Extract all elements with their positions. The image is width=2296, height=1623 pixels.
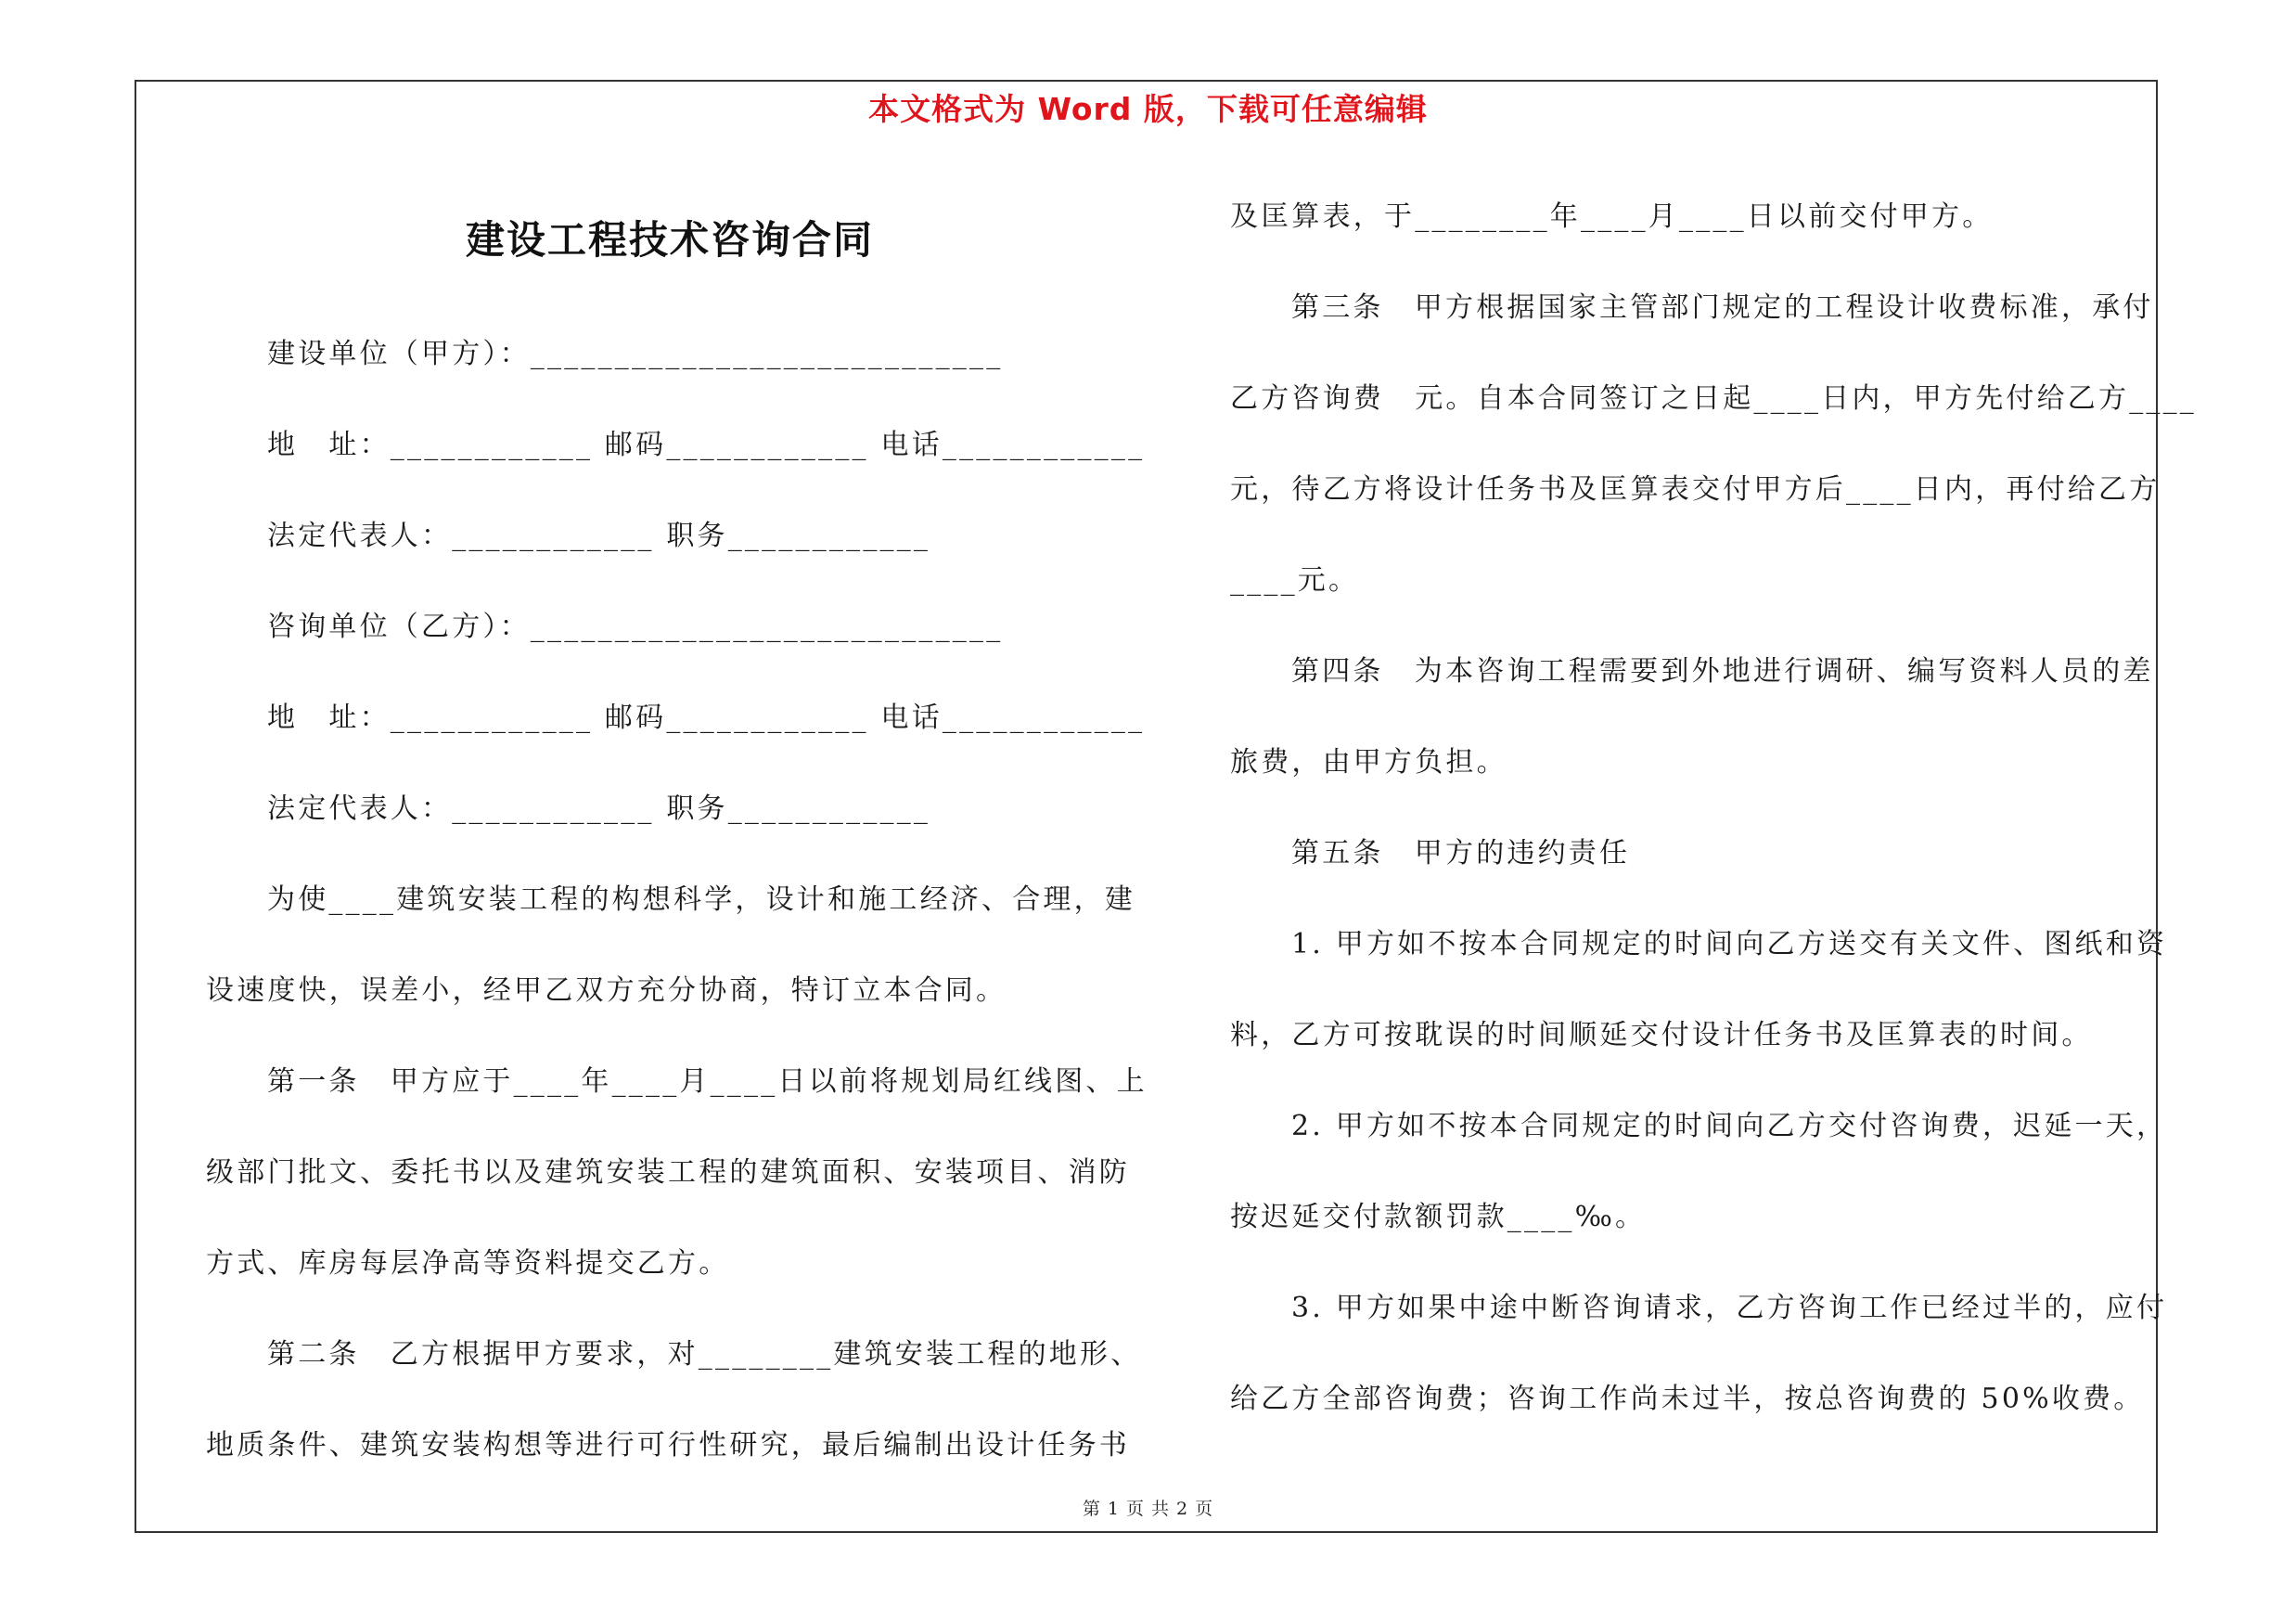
article-3-line-2: 乙方咨询费 元。自本合同签订之日起____日内，甲方先付给乙方____ <box>1230 382 2197 415</box>
contract-title: 建设工程技术咨询合同 <box>465 217 874 263</box>
article-2-line-2: 地质条件、建筑安装构想等进行可行性研究，最后编制出设计任务书 <box>206 1429 1130 1462</box>
article-4-line-1: 第四条 为本咨询工程需要到外地进行调研、编写资料人员的差 <box>1291 655 2154 688</box>
party-a-address-line: 地 址：____________ 邮码____________ 电话____________ <box>267 429 1146 461</box>
article-5-item-3-line-1: 3. 甲方如果中途中断咨询请求，乙方咨询工作已经过半的，应付 <box>1291 1292 2168 1324</box>
party-a-unit-line: 建设单位（甲方）：____________________________ <box>267 338 1004 370</box>
party-a-representative-line: 法定代表人：____________ 职务____________ <box>267 520 931 552</box>
page-number-footer: 第 1 页 共 2 页 <box>1082 1499 1214 1519</box>
article-1-line-2: 级部门批文、委托书以及建筑安装工程的建筑面积、安装项目、消防 <box>206 1156 1130 1189</box>
party-b-address-line: 地 址：____________ 邮码____________ 电话____________ <box>267 702 1146 734</box>
format-notice-banner: 本文格式为 Word 版，下载可任意编辑 <box>868 91 1428 127</box>
article-3-line-1: 第三条 甲方根据国家主管部门规定的工程设计收费标准，承付 <box>1291 291 2154 324</box>
article-1-line-1: 第一条 甲方应于____年____月____日以前将规划局红线图、上 <box>267 1065 1148 1098</box>
article-5-item-1-line-2: 料，乙方可按耽误的时间顺延交付设计任务书及匡算表的时间。 <box>1230 1019 2093 1051</box>
article-3-line-3: 元，待乙方将设计任务书及匡算表交付甲方后____日内，再付给乙方 <box>1230 473 2161 506</box>
party-b-unit-line: 咨询单位（乙方）：____________________________ <box>267 611 1004 643</box>
preamble-line-2: 设速度快，误差小，经甲乙双方充分协商，特订立本合同。 <box>206 974 1007 1007</box>
article-5-item-3-line-2: 给乙方全部咨询费；咨询工作尚未过半，按总咨询费的 50%收费。 <box>1230 1383 2145 1415</box>
article-5-heading: 第五条 甲方的违约责任 <box>1291 837 1631 869</box>
article-5-item-1-line-1: 1. 甲方如不按本合同规定的时间向乙方送交有关文件、图纸和资 <box>1291 928 2168 960</box>
article-5-item-2-line-1: 2. 甲方如不按本合同规定的时间向乙方交付咨询费，迟延一天， <box>1291 1110 2168 1142</box>
article-1-line-3: 方式、库房每层净高等资料提交乙方。 <box>206 1247 730 1280</box>
article-5-item-2-line-2: 按迟延交付款额罚款____‰。 <box>1230 1201 1647 1233</box>
article-2-line-1: 第二条 乙方根据甲方要求，对________建筑安装工程的地形、 <box>267 1338 1142 1371</box>
article-4-line-2: 旅费，由甲方负担。 <box>1230 746 1507 779</box>
preamble-line-1: 为使____建筑安装工程的构想科学，设计和施工经济、合理，建 <box>267 883 1135 916</box>
article-3-line-4: ____元。 <box>1230 564 1360 597</box>
article-2-line-3: 及匡算表，于________年____月____日以前交付甲方。 <box>1230 200 1994 233</box>
party-b-representative-line: 法定代表人：____________ 职务____________ <box>267 792 931 825</box>
